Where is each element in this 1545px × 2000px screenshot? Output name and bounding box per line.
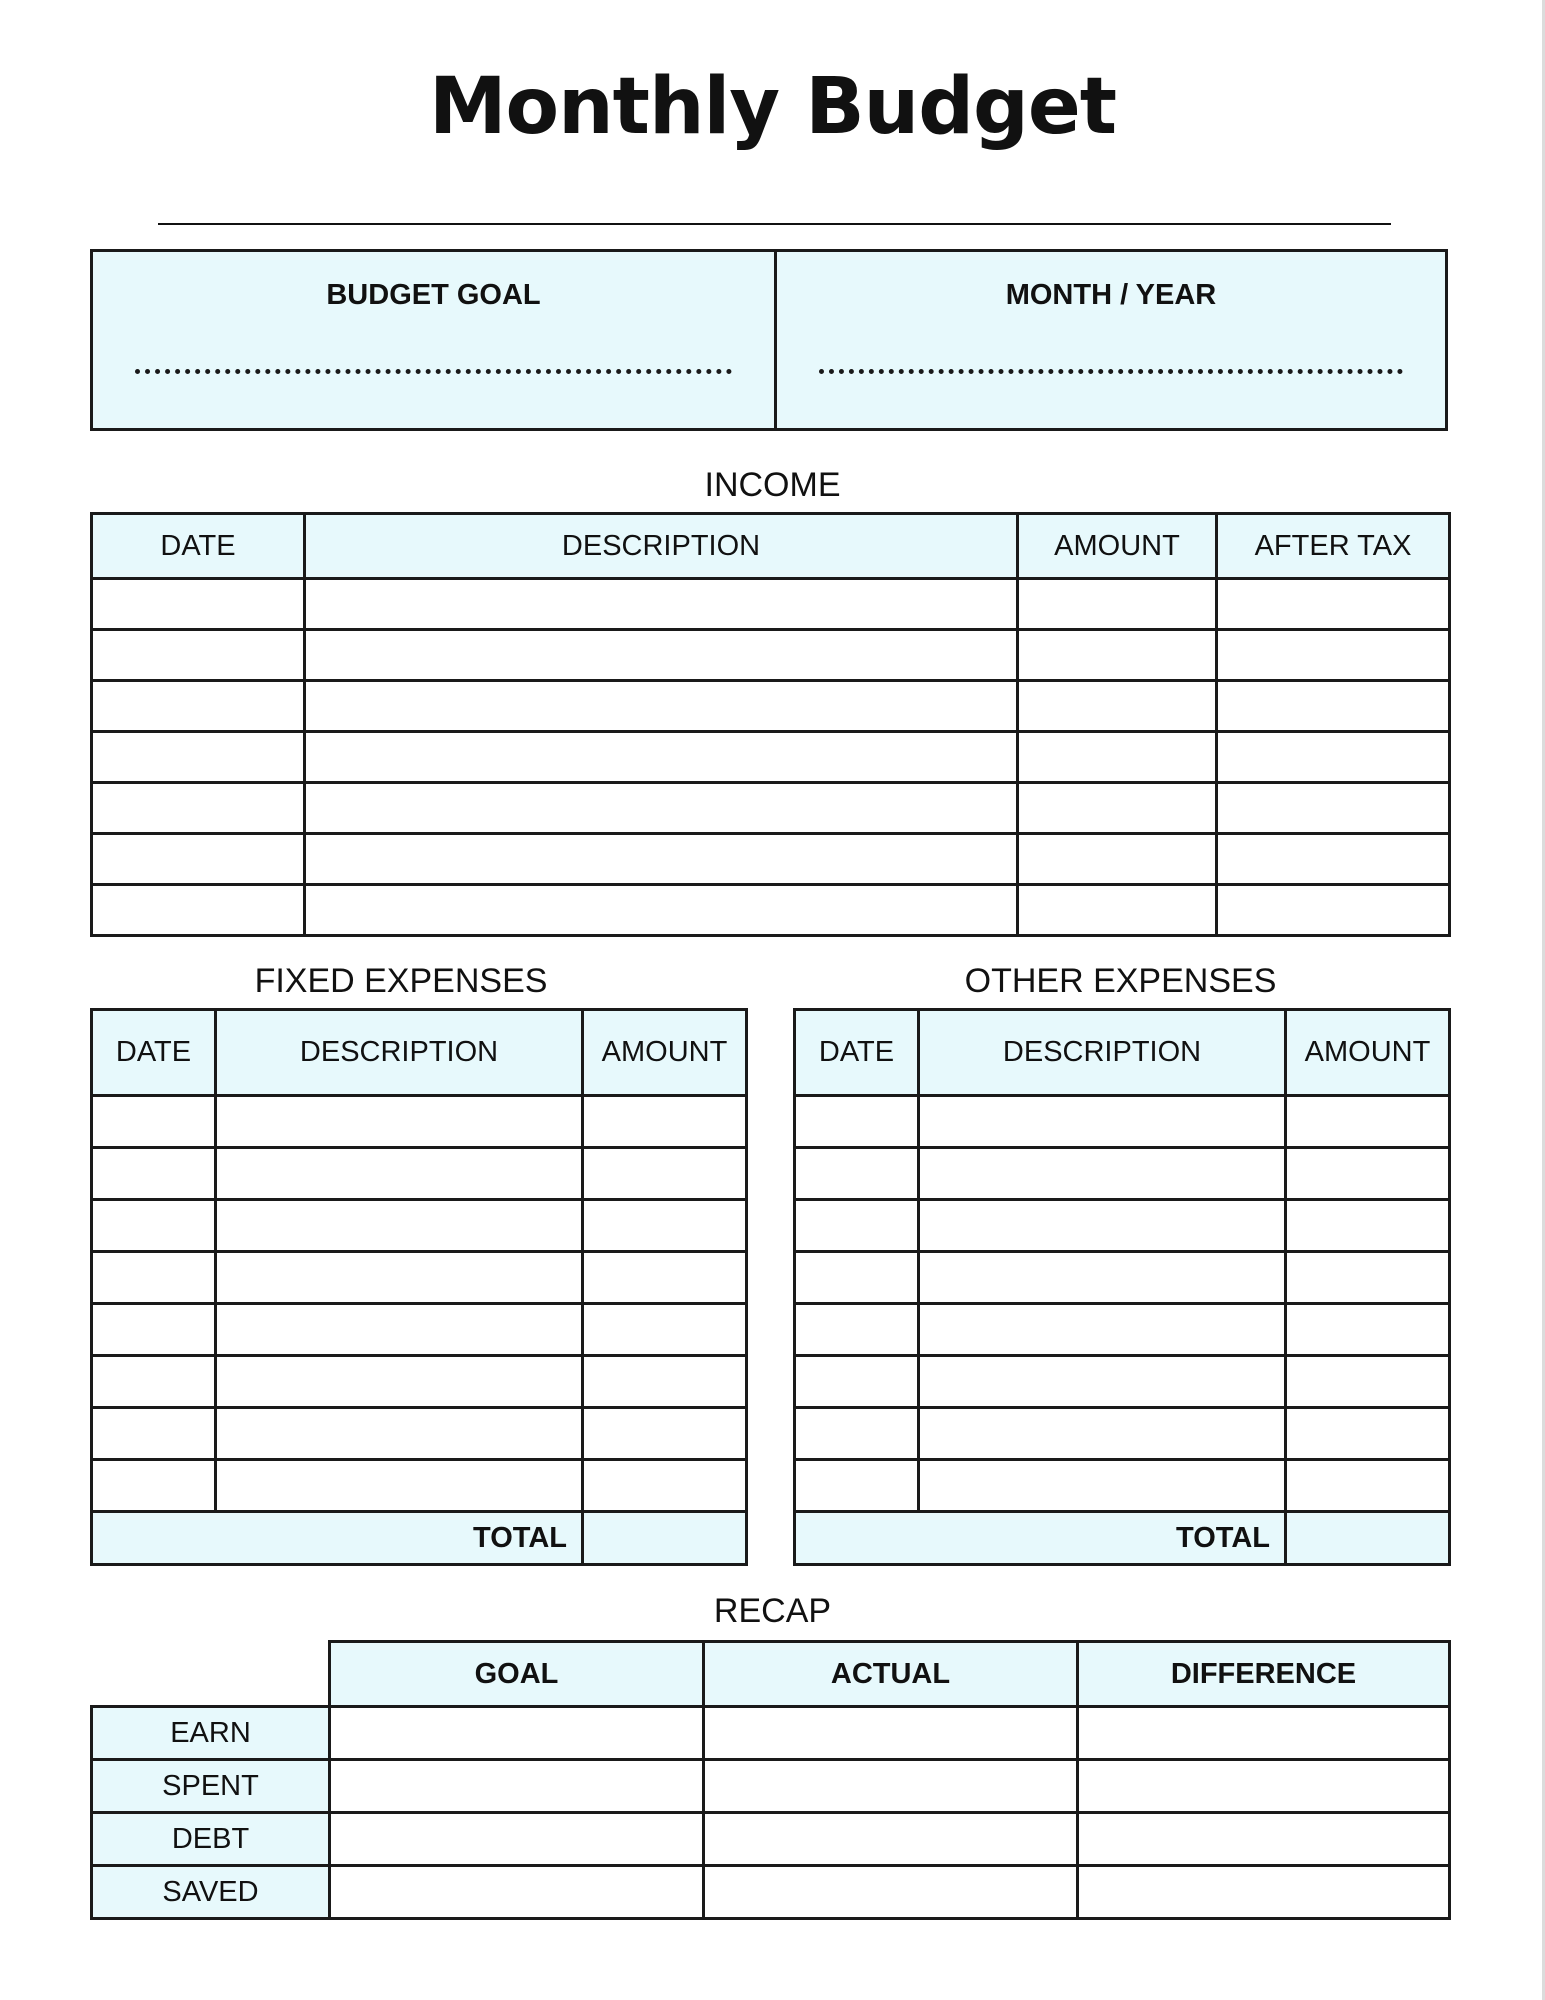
other-description-cell[interactable] bbox=[919, 1148, 1286, 1200]
recap-table bbox=[90, 1640, 1451, 1920]
income-description-cell[interactable] bbox=[305, 630, 1018, 681]
fixed-description-cell[interactable] bbox=[216, 1356, 583, 1408]
recap-header-goal: GOAL bbox=[330, 1642, 704, 1707]
other-header-amount: AMOUNT bbox=[1286, 1010, 1450, 1096]
other-expenses-rows bbox=[795, 1096, 1450, 1512]
income-date-cell[interactable] bbox=[92, 579, 305, 630]
table-row bbox=[92, 1252, 747, 1304]
table-row bbox=[92, 1148, 747, 1200]
income-date-cell[interactable] bbox=[92, 630, 305, 681]
table-row bbox=[92, 1096, 747, 1148]
table-row bbox=[92, 885, 1450, 936]
income-amount-cell[interactable] bbox=[1018, 630, 1217, 681]
other-date-cell[interactable] bbox=[795, 1460, 919, 1512]
income-title: INCOME bbox=[704, 466, 841, 504]
other-total-value[interactable] bbox=[1286, 1512, 1450, 1565]
income-after-tax-cell[interactable] bbox=[1217, 579, 1450, 630]
fixed-description-cell[interactable] bbox=[216, 1148, 583, 1200]
other-date-cell[interactable] bbox=[795, 1304, 919, 1356]
other-date-cell[interactable] bbox=[795, 1252, 919, 1304]
month-year-field[interactable] bbox=[774, 252, 1445, 428]
other-description-cell[interactable] bbox=[919, 1408, 1286, 1460]
income-amount-cell[interactable] bbox=[1018, 885, 1217, 936]
income-after-tax-cell[interactable] bbox=[1217, 783, 1450, 834]
other-date-cell[interactable] bbox=[795, 1200, 919, 1252]
table-row bbox=[795, 1148, 1450, 1200]
other-total-label: TOTAL bbox=[795, 1512, 1286, 1565]
table-row bbox=[795, 1200, 1450, 1252]
recap-rows bbox=[92, 1707, 1450, 1919]
income-header-amount: AMOUNT bbox=[1018, 514, 1217, 579]
fixed-description-cell[interactable] bbox=[216, 1200, 583, 1252]
budget-goal-field[interactable] bbox=[93, 252, 774, 428]
fixed-header-amount: AMOUNT bbox=[583, 1010, 747, 1096]
fixed-amount-cell[interactable] bbox=[583, 1408, 747, 1460]
recap-row-label: SPENT bbox=[92, 1760, 330, 1813]
other-date-cell[interactable] bbox=[795, 1148, 919, 1200]
income-description-cell[interactable] bbox=[305, 681, 1018, 732]
fixed-amount-cell[interactable] bbox=[583, 1252, 747, 1304]
title-divider bbox=[158, 223, 1391, 225]
table-row bbox=[92, 783, 1450, 834]
recap-header-actual: ACTUAL bbox=[704, 1642, 1078, 1707]
recap-row-label: DEBT bbox=[92, 1813, 330, 1866]
recap-row-saved bbox=[92, 1866, 1450, 1919]
income-description-cell[interactable] bbox=[305, 579, 1018, 630]
recap-goal-cell[interactable] bbox=[330, 1707, 704, 1760]
recap-corner bbox=[92, 1642, 330, 1707]
fixed-amount-cell[interactable] bbox=[583, 1096, 747, 1148]
other-date-cell[interactable] bbox=[795, 1408, 919, 1460]
recap-difference-cell[interactable] bbox=[1078, 1760, 1450, 1813]
fixed-description-cell[interactable] bbox=[216, 1460, 583, 1512]
income-amount-cell[interactable] bbox=[1018, 732, 1217, 783]
other-date-cell[interactable] bbox=[795, 1096, 919, 1148]
fixed-amount-cell[interactable] bbox=[583, 1200, 747, 1252]
other-amount-cell[interactable] bbox=[1286, 1304, 1450, 1356]
recap-goal-cell[interactable] bbox=[330, 1813, 704, 1866]
other-date-cell[interactable] bbox=[795, 1356, 919, 1408]
income-amount-cell[interactable] bbox=[1018, 579, 1217, 630]
other-amount-cell[interactable] bbox=[1286, 1356, 1450, 1408]
other-header-description: DESCRIPTION bbox=[919, 1010, 1286, 1096]
income-date-cell[interactable] bbox=[92, 681, 305, 732]
other-amount-cell[interactable] bbox=[1286, 1252, 1450, 1304]
table-row bbox=[92, 732, 1450, 783]
recap-row-label: SAVED bbox=[92, 1866, 330, 1919]
fixed-total-value[interactable] bbox=[583, 1512, 747, 1565]
fixed-date-cell[interactable] bbox=[92, 1148, 216, 1200]
income-date-cell[interactable] bbox=[92, 885, 305, 936]
recap-actual-cell[interactable] bbox=[704, 1866, 1078, 1919]
recap-goal-cell[interactable] bbox=[330, 1760, 704, 1813]
month-year-label: MONTH / YEAR bbox=[1005, 279, 1217, 311]
recap-row-debt bbox=[92, 1813, 1450, 1866]
budget-goal-line bbox=[135, 369, 732, 374]
other-description-cell[interactable] bbox=[919, 1460, 1286, 1512]
goal-box bbox=[90, 249, 1448, 431]
recap-goal-cell[interactable] bbox=[330, 1866, 704, 1919]
fixed-date-cell[interactable] bbox=[92, 1252, 216, 1304]
fixed-description-cell[interactable] bbox=[216, 1408, 583, 1460]
recap-difference-cell[interactable] bbox=[1078, 1813, 1450, 1866]
other-description-cell[interactable] bbox=[919, 1096, 1286, 1148]
income-amount-cell[interactable] bbox=[1018, 681, 1217, 732]
fixed-total-label: TOTAL bbox=[92, 1512, 583, 1565]
other-amount-cell[interactable] bbox=[1286, 1200, 1450, 1252]
fixed-header-date: DATE bbox=[92, 1010, 216, 1096]
income-description-cell[interactable] bbox=[305, 732, 1018, 783]
fixed-amount-cell[interactable] bbox=[583, 1356, 747, 1408]
fixed-description-cell[interactable] bbox=[216, 1304, 583, 1356]
recap-row-label: EARN bbox=[92, 1707, 330, 1760]
income-header-description: DESCRIPTION bbox=[305, 514, 1018, 579]
recap-actual-cell[interactable] bbox=[704, 1760, 1078, 1813]
fixed-date-cell[interactable] bbox=[92, 1408, 216, 1460]
table-row bbox=[92, 630, 1450, 681]
table-row bbox=[92, 1200, 747, 1252]
income-description-cell[interactable] bbox=[305, 834, 1018, 885]
other-amount-cell[interactable] bbox=[1286, 1096, 1450, 1148]
table-row bbox=[795, 1096, 1450, 1148]
income-table bbox=[90, 512, 1451, 937]
other-expenses-title: OTHER EXPENSES bbox=[964, 962, 1277, 1000]
income-rows bbox=[92, 579, 1450, 936]
income-description-cell[interactable] bbox=[305, 885, 1018, 936]
table-row bbox=[795, 1408, 1450, 1460]
fixed-expenses-table bbox=[90, 1008, 748, 1566]
recap-difference-cell[interactable] bbox=[1078, 1866, 1450, 1919]
fixed-amount-cell[interactable] bbox=[583, 1304, 747, 1356]
income-description-cell[interactable] bbox=[305, 783, 1018, 834]
recap-header-difference: DIFFERENCE bbox=[1078, 1642, 1450, 1707]
table-row bbox=[795, 1356, 1450, 1408]
other-amount-cell[interactable] bbox=[1286, 1148, 1450, 1200]
table-row bbox=[92, 834, 1450, 885]
recap-row-spent bbox=[92, 1760, 1450, 1813]
income-amount-cell[interactable] bbox=[1018, 834, 1217, 885]
page-title: Monthly Budget bbox=[428, 62, 1117, 152]
table-row bbox=[795, 1304, 1450, 1356]
other-header-date: DATE bbox=[795, 1010, 919, 1096]
income-date-cell[interactable] bbox=[92, 732, 305, 783]
table-row bbox=[92, 1304, 747, 1356]
table-row bbox=[92, 681, 1450, 732]
other-expenses-table bbox=[793, 1008, 1451, 1566]
fixed-description-cell[interactable] bbox=[216, 1252, 583, 1304]
income-after-tax-cell[interactable] bbox=[1217, 681, 1450, 732]
other-description-cell[interactable] bbox=[919, 1252, 1286, 1304]
fixed-date-cell[interactable] bbox=[92, 1200, 216, 1252]
fixed-date-cell[interactable] bbox=[92, 1356, 216, 1408]
recap-actual-cell[interactable] bbox=[704, 1813, 1078, 1866]
income-after-tax-cell[interactable] bbox=[1217, 885, 1450, 936]
table-row bbox=[795, 1460, 1450, 1512]
fixed-header-description: DESCRIPTION bbox=[216, 1010, 583, 1096]
income-after-tax-cell[interactable] bbox=[1217, 834, 1450, 885]
fixed-date-cell[interactable] bbox=[92, 1096, 216, 1148]
recap-row-earn bbox=[92, 1707, 1450, 1760]
fixed-expenses-rows bbox=[92, 1096, 747, 1512]
table-row bbox=[92, 1460, 747, 1512]
month-year-line bbox=[819, 369, 1403, 374]
fixed-amount-cell[interactable] bbox=[583, 1460, 747, 1512]
income-after-tax-cell[interactable] bbox=[1217, 732, 1450, 783]
income-amount-cell[interactable] bbox=[1018, 783, 1217, 834]
recap-title: RECAP bbox=[713, 1592, 832, 1630]
other-description-cell[interactable] bbox=[919, 1304, 1286, 1356]
fixed-amount-cell[interactable] bbox=[583, 1148, 747, 1200]
recap-actual-cell[interactable] bbox=[704, 1707, 1078, 1760]
other-description-cell[interactable] bbox=[919, 1200, 1286, 1252]
income-date-cell[interactable] bbox=[92, 783, 305, 834]
table-row bbox=[92, 579, 1450, 630]
income-after-tax-cell[interactable] bbox=[1217, 630, 1450, 681]
other-description-cell[interactable] bbox=[919, 1356, 1286, 1408]
other-amount-cell[interactable] bbox=[1286, 1460, 1450, 1512]
fixed-description-cell[interactable] bbox=[216, 1096, 583, 1148]
income-date-cell[interactable] bbox=[92, 834, 305, 885]
recap-difference-cell[interactable] bbox=[1078, 1707, 1450, 1760]
table-row bbox=[92, 1356, 747, 1408]
other-amount-cell[interactable] bbox=[1286, 1408, 1450, 1460]
fixed-expenses-title: FIXED EXPENSES bbox=[254, 962, 548, 1000]
income-header-after-tax: AFTER TAX bbox=[1217, 514, 1450, 579]
table-row bbox=[92, 1408, 747, 1460]
budget-goal-label: BUDGET GOAL bbox=[326, 279, 541, 311]
table-row bbox=[795, 1252, 1450, 1304]
fixed-date-cell[interactable] bbox=[92, 1460, 216, 1512]
income-header-date: DATE bbox=[92, 514, 305, 579]
fixed-date-cell[interactable] bbox=[92, 1304, 216, 1356]
